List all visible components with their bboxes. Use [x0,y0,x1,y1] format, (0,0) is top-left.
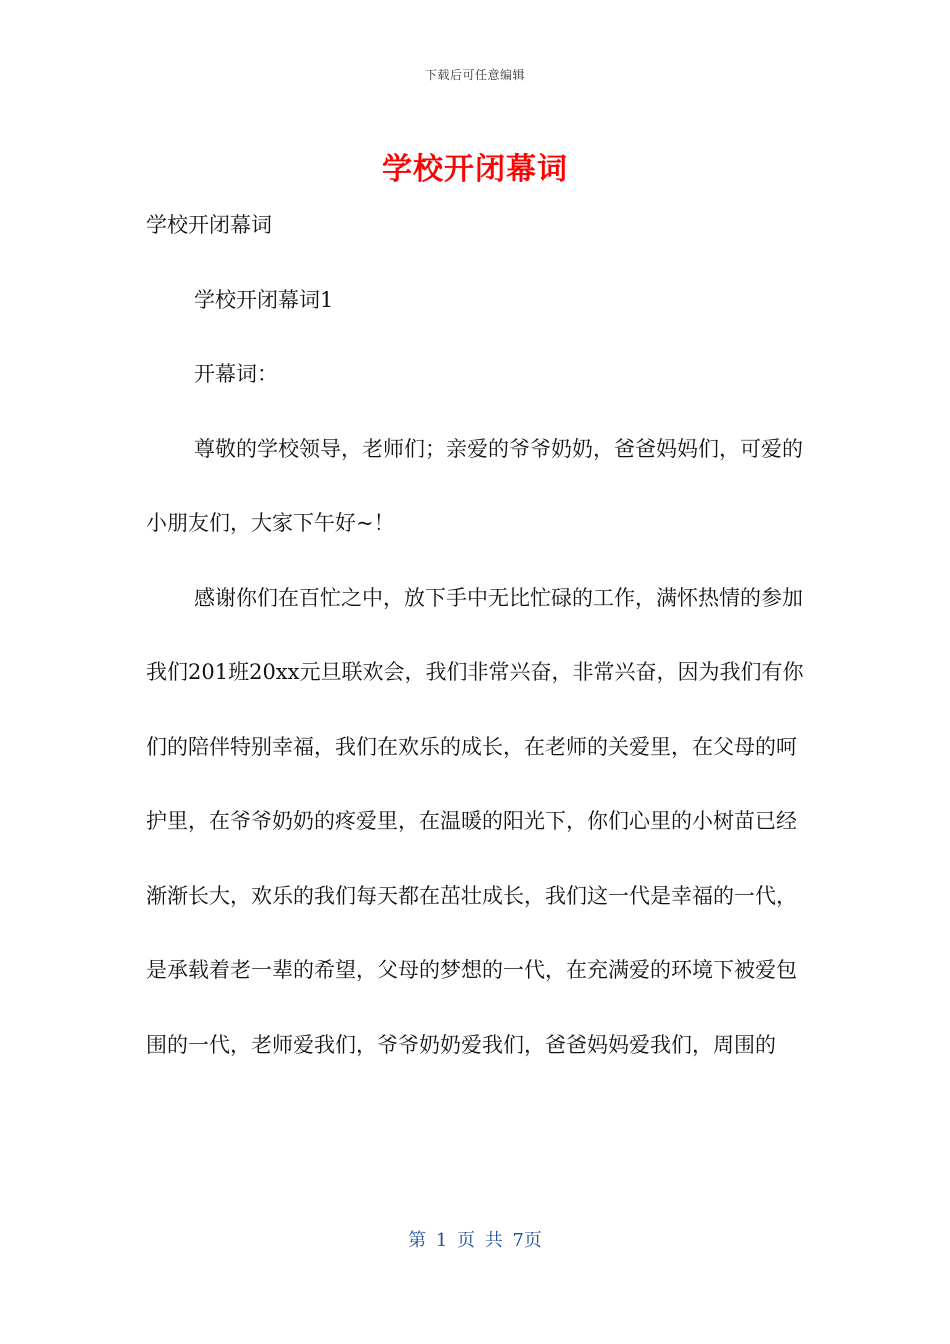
header-note: 下载后可任意编辑 [424,68,525,82]
greeting-paragraph: 尊敬的学校领导，老师们；亲爱的爷爷奶奶，爸爸妈妈们，可爱的小朋友们，大家下午好~！ [146,436,803,535]
speech-label: 开幕词： [194,362,278,386]
subsection-heading: 学校开闭幕词1 [194,287,334,312]
page-indicator: 第 1 页 共 7页 [408,1230,542,1251]
body-paragraph: 感谢你们在百忙之中，放下手中无比忙碌的工作，满怀热情的参加我们201班20xx元旦联欢会，我们非常兴奋，非常兴奋，因为我们有你们的陪伴特别幸福，我们在欢乐的成长，在老师的关爱里，在父母的呵护里，在爷爷奶奶的疼爱里，在温暖的阳光下，你们心里的小树苗已经渐渐长大，欢乐的我们每天都在茁壮成长，我们这一代是幸福的一代，是承载着老一辈的希望，父母的梦想的一代，在充满爱的环境下被爱包围的一代，老师爱我们，爷爷奶奶爱我们，爸爸妈妈爱我们，周围的 [146,585,804,1057]
document-title: 学校开闭幕词 [382,152,568,187]
section-heading: 学校开闭幕词 [146,213,272,237]
document-body [146,188,806,1082]
